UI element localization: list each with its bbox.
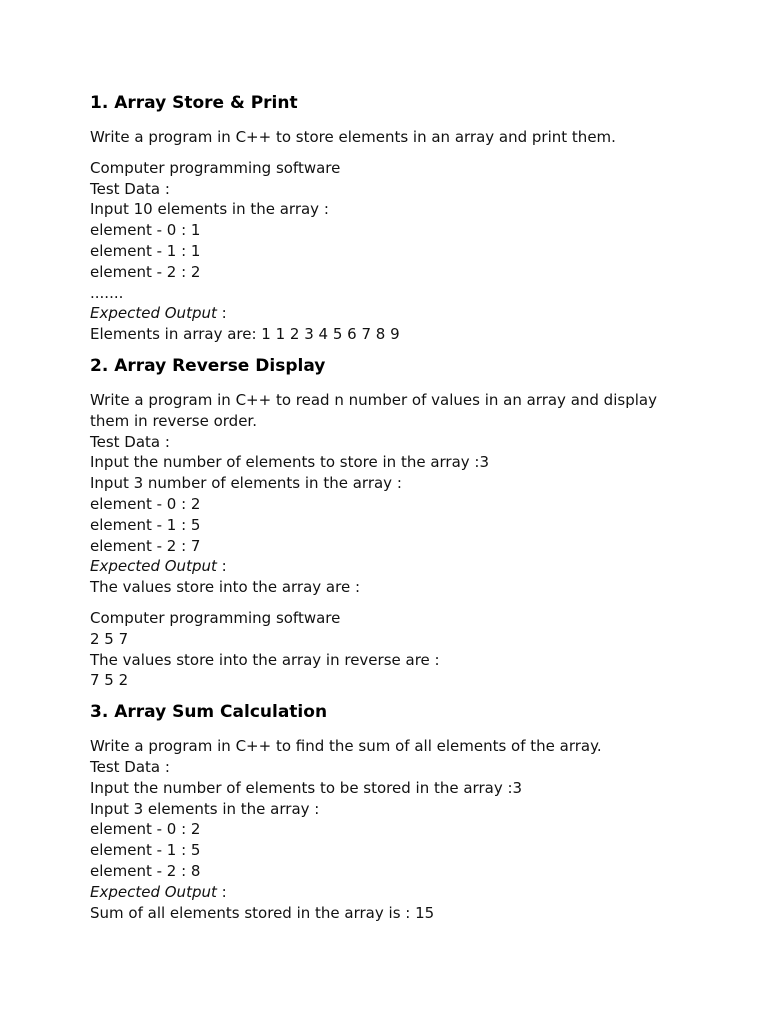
expected-output-label: Expected Output [90,557,217,576]
expected-output-line [90,303,690,324]
test-data-label: Test Data : [90,179,170,198]
section-array-sum-calculation [90,701,690,923]
test-data-block [90,158,690,345]
expected-output-colon: : [216,882,227,901]
caption-block [90,608,690,691]
test-line: Input the number of elements to store in the array :3 [90,453,490,472]
expected-output-label: Expected Output [90,304,217,323]
test-line: Input the number of elements to be stored in the array :3 [90,778,523,797]
image-caption: Computer programming software [90,158,341,177]
section-title: 3. Array Sum Calculation [90,702,328,723]
expected-output-line [90,882,690,903]
test-line: element - 0 : 2 [90,820,201,839]
test-data-label: Test Data : [90,757,170,776]
test-line: Input 3 elements in the array : [90,799,320,818]
test-line: Input 10 elements in the array : [90,200,329,219]
section-body [90,390,690,598]
test-line: element - 1 : 1 [90,241,201,260]
test-line: element - 1 : 5 [90,515,201,534]
test-line: element - 0 : 2 [90,494,201,513]
expected-output-line [90,556,690,577]
expected-output-label: Expected Output [90,882,217,901]
test-line: element - 0 : 1 [90,221,201,240]
output-line: 2 5 7 [90,629,129,648]
test-data-label: Test Data : [90,432,170,451]
test-line: Input 3 number of elements in the array : [90,474,402,493]
section-title: 2. Array Reverse Display [90,355,326,376]
output-line: Elements in array are: 1 1 2 3 4 5 6 7 8 9 [90,325,400,344]
section-title: 1. Array Store & Print [90,93,298,113]
output-line: The values store into the array in reverse are : [90,650,440,669]
section-description: Write a program in C++ to find the sum of all elements of the array. [90,737,602,756]
test-line: ....... [90,283,124,302]
section-description: Write a program in C++ to store elements in an array and print them. [90,128,616,146]
section-body [90,736,690,923]
output-line: Sum of all elements stored in the array is : 15 [90,903,435,922]
document-page [90,92,690,923]
section-array-reverse-display [90,355,690,691]
output-line: The values store into the array are : [90,578,360,597]
expected-output-colon: : [216,557,227,576]
image-caption: Computer programming software [90,608,341,627]
test-line: element - 1 : 5 [90,841,201,860]
test-line: element - 2 : 2 [90,262,201,281]
section-description: Write a program in C++ to read n number of values in an array and display them in reverse order. [90,390,657,430]
expected-output-colon: : [216,304,227,323]
output-line: 7 5 2 [90,671,129,690]
test-line: element - 2 : 8 [90,861,201,880]
section-array-store-print [90,92,690,345]
test-line: element - 2 : 7 [90,536,201,555]
